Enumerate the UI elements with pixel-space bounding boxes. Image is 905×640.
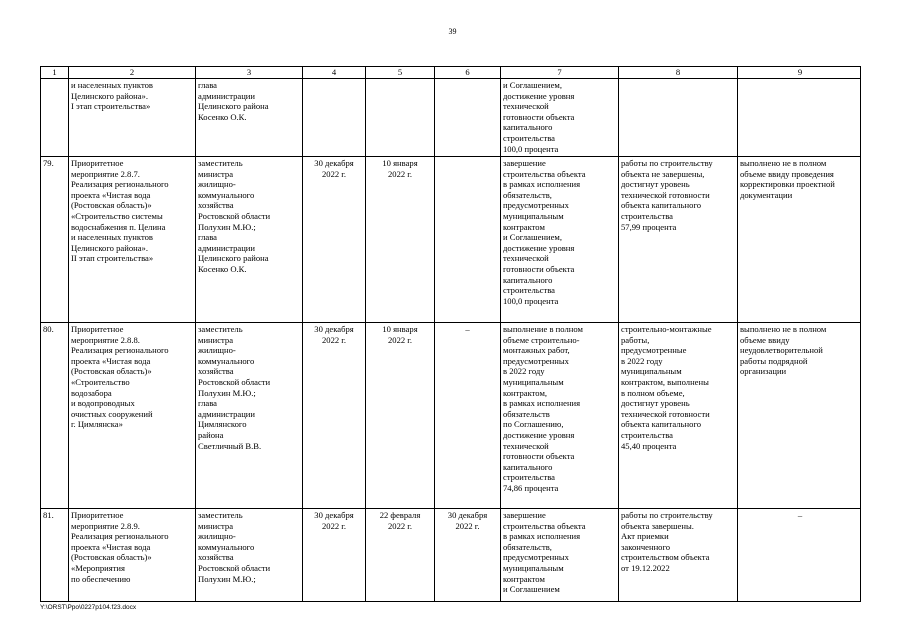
responsible: заместитель министра жилищно- коммунального хозяйства Ростовской области Полухин М.Ю.; (195, 509, 302, 602)
file-path-footer: Y:\ORST\Ppo\0227p104.f23.docx (40, 604, 137, 611)
header-col-2: 2 (68, 67, 195, 78)
row-number: 81. (43, 510, 54, 520)
table-row (41, 322, 860, 508)
header-col-4: 4 (302, 67, 365, 78)
actual-end-date (434, 79, 500, 156)
event-name: и населенных пунктов Целинского района». I этап строительства» (68, 79, 195, 156)
row-number: 79. (43, 158, 54, 168)
actual-result: работы по строительству объекта не завершены, достигнут уровень технической готовности объекта капитального строительства 57,99 процента (618, 157, 737, 322)
actual-start-date (365, 79, 434, 156)
reason-note: выполнено не в полном объеме ввиду проведения корректировки проектной документации (737, 157, 861, 322)
table-row (41, 156, 860, 322)
responsible: глава администрации Целинского района Косенко О.К. (195, 79, 302, 156)
planned-result: завершение строительства объекта в рамках исполнения обязательств, предусмотренных муниципальным контрактом и Соглашением, достижение уровня технической готовности объекта капитального строительства 100,0 процента (500, 157, 618, 322)
reason-note: – (737, 509, 861, 602)
event-name: Приоритетное мероприятие 2.8.7. Реализация регионального проекта «Чистая вода (Ростовская область)» «Строительство системы водоснабжения п. Целина и населенных пунктов Целинского района». II этап строительства» (68, 157, 195, 322)
row-number (41, 79, 68, 156)
responsible: заместитель министра жилищно- коммунального хозяйства Ростовской области Полухин М.Ю.; глава администрации Цимлянского района Светличный В.В. (195, 323, 302, 508)
report-table (40, 66, 861, 602)
actual-end-date (434, 157, 500, 322)
actual-result: работы по строительству объекта завершены. Акт приемки законченного строительством объекта от 19.12.2022 (618, 509, 737, 602)
table-row (41, 78, 860, 156)
page-number: 39 (448, 27, 457, 36)
actual-end-date: – (434, 323, 500, 508)
header-col-8: 8 (618, 67, 737, 78)
actual-end-date: 30 декабря 2022 г. (434, 509, 500, 602)
table-row (41, 508, 860, 602)
planned-date: 30 декабря 2022 г. (302, 323, 365, 508)
event-name: Приоритетное мероприятие 2.8.8. Реализация регионального проекта «Чистая вода (Ростовская область)» «Строительство водозабора и водопроводных очистных сооружений г. Цимлянска» (68, 323, 195, 508)
planned-result: и Соглашением, достижение уровня технической готовности объекта капитального строительства 100,0 процента (500, 79, 618, 156)
header-col-3: 3 (195, 67, 302, 78)
reason-note (737, 79, 861, 156)
header-col-9: 9 (737, 67, 861, 78)
reason-note: выполнено не в полном объеме ввиду неудовлетворительной работы подрядной организации (737, 323, 861, 508)
actual-result: строительно-монтажные работы, предусмотренные в 2022 году муниципальным контрактом, выполнены в полном объеме, достигнут уровень технической готовности объекта капитального строительства 45,40 процента (618, 323, 737, 508)
planned-date: 30 декабря 2022 г. (302, 509, 365, 602)
header-col-5: 5 (365, 67, 434, 78)
event-name: Приоритетное мероприятие 2.8.9. Реализация регионального проекта «Чистая вода (Ростовская область)» «Мероприятия по обеспечению (68, 509, 195, 602)
planned-result: завершение строительства объекта в рамках исполнения обязательств, предусмотренных муниципальным контрактом и Соглашением (500, 509, 618, 602)
planned-date: 30 декабря 2022 г. (302, 157, 365, 322)
table-header-row (41, 67, 860, 78)
actual-result (618, 79, 737, 156)
header-col-6: 6 (434, 67, 500, 78)
responsible: заместитель министра жилищно- коммунального хозяйства Ростовской области Полухин М.Ю.; глава администрации Целинского района Косенко О.К. (195, 157, 302, 322)
actual-start-date: 10 января 2022 г. (365, 157, 434, 322)
actual-start-date: 22 февраля 2022 г. (365, 509, 434, 602)
header-col-7: 7 (500, 67, 618, 78)
planned-result: выполнение в полном объеме строительно- монтажных работ, предусмотренных в 2022 году муниципальным контрактом, в рамках исполнения обязательств по Соглашению, достижение уровня технической готовности объекта капитального строительства 74,86 процента (500, 323, 618, 508)
row-number: 80. (43, 324, 54, 334)
header-col-1: 1 (52, 67, 57, 77)
planned-date (302, 79, 365, 156)
actual-start-date: 10 января 2022 г. (365, 323, 434, 508)
